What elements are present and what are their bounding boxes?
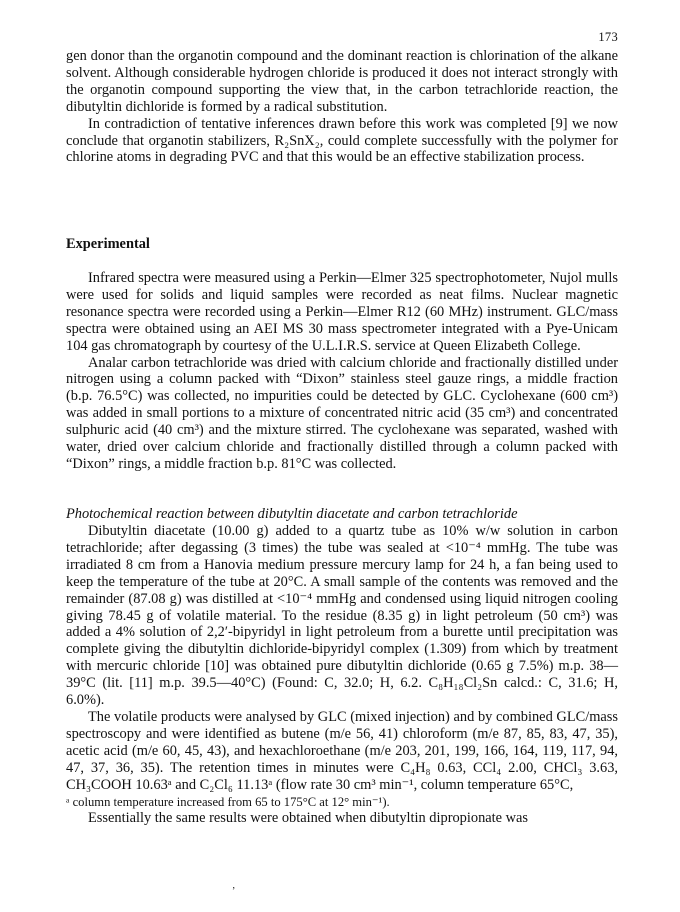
photochemical-paragraph-2: The volatile products were analysed by GLC (mixed injection) and by combined GLC/mass spectroscopy and were identified as butene (m/e 56, 41) chloroform (m/e 87, 85, 83, 47, 35), acetic acid (m/e 60, 45, 43), and hexachloroethane (m/e 203, 201, 199, 166, 164, 119, 117, 94, 47, 37, 36, 35). The retention times in minutes were C₄H₈ 0.63, CCl₄ 2.00, CHCl₃ 3.63, CH₃COOH 10.63ᵃ and C₂Cl₆ 11.13ᵃ (flow rate 30 cm³ min⁻¹, column temperature 65°C, (66, 708, 618, 793)
page-number: 173 (598, 30, 618, 44)
photochemical-section (66, 523, 618, 827)
section-heading-experimental: Experimental (66, 236, 150, 252)
intro-paragraph-2: In contradiction of tentative inferences drawn before this work was completed [9] we now conclude that organotin stabilizers, R₂SnX₂, could complete successfully with the polymer for chlorine atoms in degrading PVC and that this would be an effective stabilization process. (66, 115, 618, 166)
photochemical-paragraph-1: Dibutyltin diacetate (10.00 g) added to a quartz tube as 10% w/w solution in carbon tetrachloride; after degassing (3 times) the tube was sealed at <10⁻⁴ mmHg. The tube was irradiated 8 cm from a Hanovia medium pressure mercury lamp for 24 h, a fan being used to keep the temperature of the tube at 20°C. A small sample of the contents was removed and the remainder (87.08 g) was distilled at <10⁻⁴ mmHg and condensed using liquid nitrogen cooling giving 78.45 g of volatile material. To the residue (8.35 g) in light petroleum (50 cm³) was added a 4% solution of 2,2′-bipyridyl in light petroleum from a burette until precipitation was complete giving the dibutyltin dichloride-bipyridyl complex (1.309) from which by treatment with mercuric chloride [10] was obtained pure dibutyltin dichloride (0.65 g 7.5%) m.p. 38—39°C (lit. [11] m.p. 39.5—40°C) (Found: C, 32.0; H, 6.2. C₈H₁₈Cl₂Sn calcd.: C, 31.6; H, 6.0%). (66, 523, 618, 709)
stray-mark: ‚ (232, 880, 236, 891)
final-paragraph: Essentially the same results were obtained when dibutyltin dipropionate was (88, 810, 529, 827)
intro-section (66, 48, 618, 166)
experimental-paragraph-1: Infrared spectra were measured using a Perkin—Elmer 325 spectrophotometer, Nujol mulls were used for solids and liquid samples were recorded as neat films. Nuclear magnetic resonance spectra were recorded using a Perkin—Elmer R12 (60 MHz) instrument. GLC/mass spectra were obtained using an AEI MS 30 mass spectrometer integrated with a Pye-Unicam 104 gas chromatograph by courtesy of the U.L.I.R.S. service at Queen Elizabeth College. (66, 270, 618, 354)
subsection-heading-photochemical: Photochemical reaction between dibutyltin diacetate and carbon tetrachloride (66, 506, 518, 522)
footnote: ᵃ column temperature increased from 65 to 175°C at 12° min⁻¹). (66, 794, 390, 809)
experimental-paragraph-2: Analar carbon tetrachloride was dried with calcium chloride and fractionally distilled under nitrogen using a column packed with “Dixon” stainless steel gauze rings, a middle fraction (b.p. 76.5°C) was collected, no impurities could be detected by GLC. Cyclohexane (600 cm³) was added in small portions to a mixture of concentrated nitric acid (35 cm³) and concentrated sulphuric acid (40 cm³) and the mixture stirred. The cyclohexane was separated, washed with water, dried over calcium chloride and fractionally distilled through a column packed with “Dixon” rings, a middle fraction b.p. 81°C was collected. (66, 354, 618, 472)
experimental-section (66, 270, 618, 473)
intro-paragraph-1: gen donor than the organotin compound and the dominant reaction is chlorination of the alkane solvent. Although considerable hydrogen chloride is produced it does not interact strongly with the organotin compound supporting the view that, in the carbon tetrachloride reaction, the dibutyltin dichloride is formed by a radical substitution. (66, 48, 618, 115)
